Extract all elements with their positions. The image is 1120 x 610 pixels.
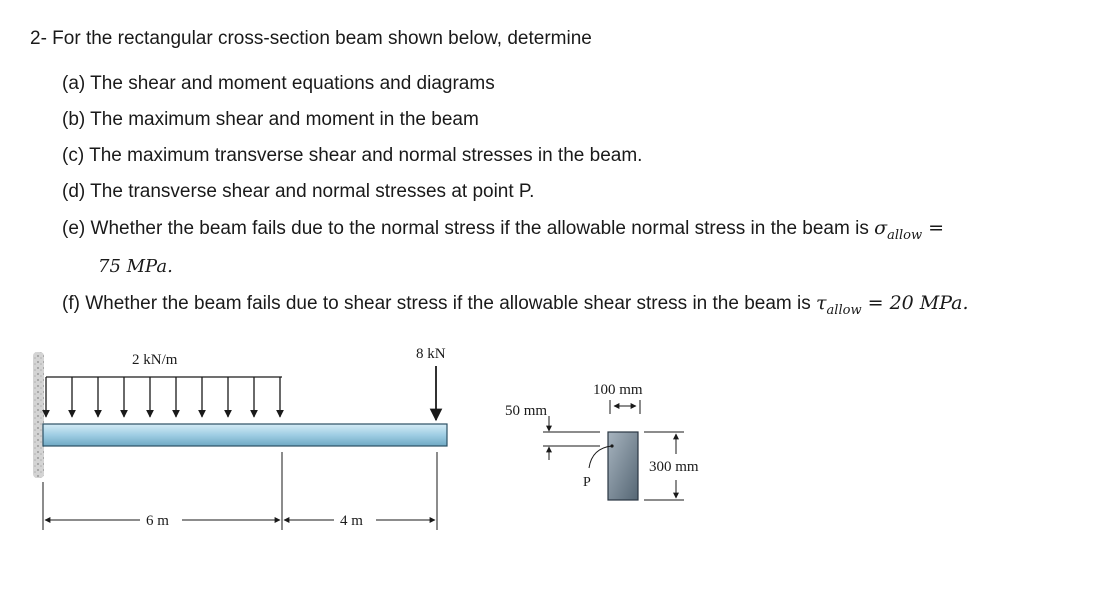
part-d	[62, 181, 534, 203]
span-right-label: 4 m	[340, 513, 363, 529]
part-e	[62, 217, 944, 243]
distributed-load	[46, 377, 282, 417]
part-e-sigma	[874, 217, 923, 243]
part-c-text: The maximum transverse shear and normal stresses in the beam.	[89, 145, 643, 166]
point-p-label: P	[583, 475, 591, 490]
fixed-wall	[33, 352, 44, 478]
part-e-symbol: σ	[874, 217, 888, 239]
section-offset-dim	[543, 416, 600, 460]
part-c	[62, 145, 642, 167]
part-b-text: The maximum shear and moment in the beam	[90, 109, 479, 130]
part-f-label: (f)	[62, 293, 80, 314]
part-e-value: 75 MPa.	[98, 256, 173, 277]
part-f	[62, 292, 969, 318]
point-load-label: 8 kN	[416, 346, 446, 362]
section-width-label: 100 mm	[593, 382, 643, 398]
point-p-marker	[610, 444, 613, 447]
problem-title: 2- For the rectangular cross-section beam shown below, determine	[30, 28, 592, 49]
cross-section	[608, 432, 638, 500]
part-d-text: The transverse shear and normal stresses at point P.	[90, 181, 535, 202]
part-e-subscript: allow	[887, 227, 923, 243]
part-c-label: (c)	[62, 145, 85, 166]
part-e-equals: =	[922, 217, 945, 239]
part-f-equals: =	[861, 292, 890, 314]
part-e-text: Whether the beam fails due to the normal stress if the allowable normal stress in the beam is	[90, 218, 869, 239]
part-f-value: 20 MPa.	[889, 292, 969, 314]
section-width-dim	[610, 400, 640, 414]
part-a	[62, 73, 495, 95]
section-offset-label: 50 mm	[505, 403, 548, 419]
distributed-load-label: 2 kN/m	[132, 352, 178, 368]
beam	[43, 424, 447, 446]
part-f-symbol: τ	[816, 292, 827, 314]
part-d-label: (d)	[62, 181, 86, 202]
span-left-label: 6 m	[146, 513, 169, 529]
part-f-tau	[816, 292, 862, 318]
part-a-text: The shear and moment equations and diagrams	[90, 73, 495, 94]
part-a-label: (a)	[62, 73, 86, 94]
part-b	[62, 109, 479, 131]
part-f-text: Whether the beam fails due to shear stress if the allowable shear stress in the beam is	[85, 293, 811, 314]
span-dimensions	[43, 452, 437, 530]
beam-figure	[0, 330, 1120, 610]
part-f-subscript: allow	[826, 302, 862, 318]
section-height-label: 300 mm	[649, 459, 699, 475]
part-b-label: (b)	[62, 109, 86, 130]
part-e-label: (e)	[62, 218, 86, 239]
